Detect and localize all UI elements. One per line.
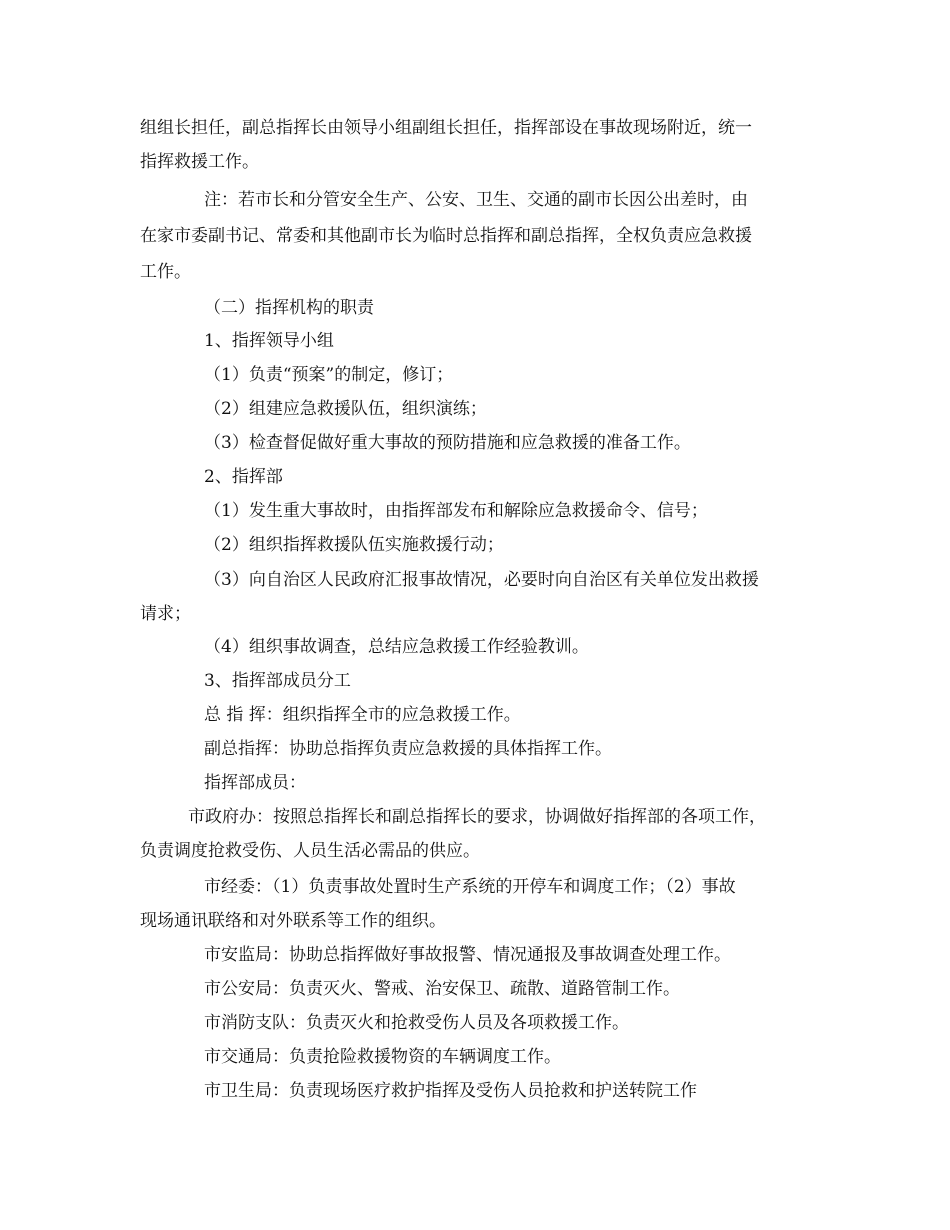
text-line: 工作。 (140, 262, 191, 282)
text-line: 市经委：（1）负责事故处置时生产系统的开停车和调度工作；（2）事故 (204, 877, 736, 897)
text-line: （4）组织事故调查，总结应急救援工作经验教训。 (204, 637, 589, 657)
text-line: 市交通局：负责抢险救援物资的车辆调度工作。 (204, 1047, 561, 1067)
text-line: 现场通讯联络和对外联系等工作的组织。 (140, 911, 446, 931)
subsection-heading: 1、指挥领导小组 (204, 331, 334, 351)
text-line: 指挥部成员： (204, 773, 306, 793)
text-line: 市消防支队：负责灭火和抢救受伤人员及各项救援工作。 (204, 1013, 629, 1033)
text-line: 副总指挥：协助总指挥负责应急救援的具体指挥工作。 (204, 739, 612, 759)
text-line: 请求； (140, 604, 191, 624)
text-line: （3）向自治区人民政府汇报事故情况，必要时向自治区有关单位发出救援 (204, 570, 759, 590)
text-line: 市安监局：协助总指挥做好事故报警、情况通报及事故调查处理工作。 (204, 945, 731, 965)
text-line: （2）组建应急救援队伍，组织演练； (204, 399, 487, 419)
text-line: 市公安局：负责灭火、警戒、治安保卫、疏散、道路管制工作。 (204, 979, 680, 999)
subsection-heading: 3、指挥部成员分工 (204, 671, 351, 691)
subsection-heading: 2、指挥部 (204, 467, 283, 487)
text-line: 负责调度抢救受伤、人员生活必需品的供应。 (140, 841, 480, 861)
text-line: （2）组织指挥救援队伍实施救援行动； (204, 535, 504, 555)
text-line: 总 指 挥：组织指挥全市的应急救援工作。 (204, 705, 521, 725)
text-line: 指挥救援工作。 (140, 152, 259, 172)
text-line: （3）检查督促做好重大事故的预防措施和应急救援的准备工作。 (204, 433, 691, 453)
text-line: （1）负责“预案”的制定，修订； (204, 365, 454, 385)
section-heading: （二）指挥机构的职责 (204, 298, 374, 318)
text-line: 组组长担任，副总指挥长由领导小组副组长担任，指挥部设在事故现场附近，统一 (140, 118, 752, 138)
text-line: 市政府办：按照总指挥长和副总指挥长的要求，协调做好指挥部的各项工作， (188, 807, 766, 827)
text-line: 注：若市长和分管安全生产、公安、卫生、交通的副市长因公出差时，由 (204, 190, 748, 210)
text-line: 市卫生局：负责现场医疗救护指挥及受伤人员抢救和护送转院工作 (204, 1081, 697, 1101)
text-line: 在家市委副书记、常委和其他副市长为临时总指挥和副总指挥，全权负责应急救援 (140, 226, 752, 246)
text-line: （1）发生重大事故时，由指挥部发布和解除应急救援命令、信号； (204, 501, 708, 521)
